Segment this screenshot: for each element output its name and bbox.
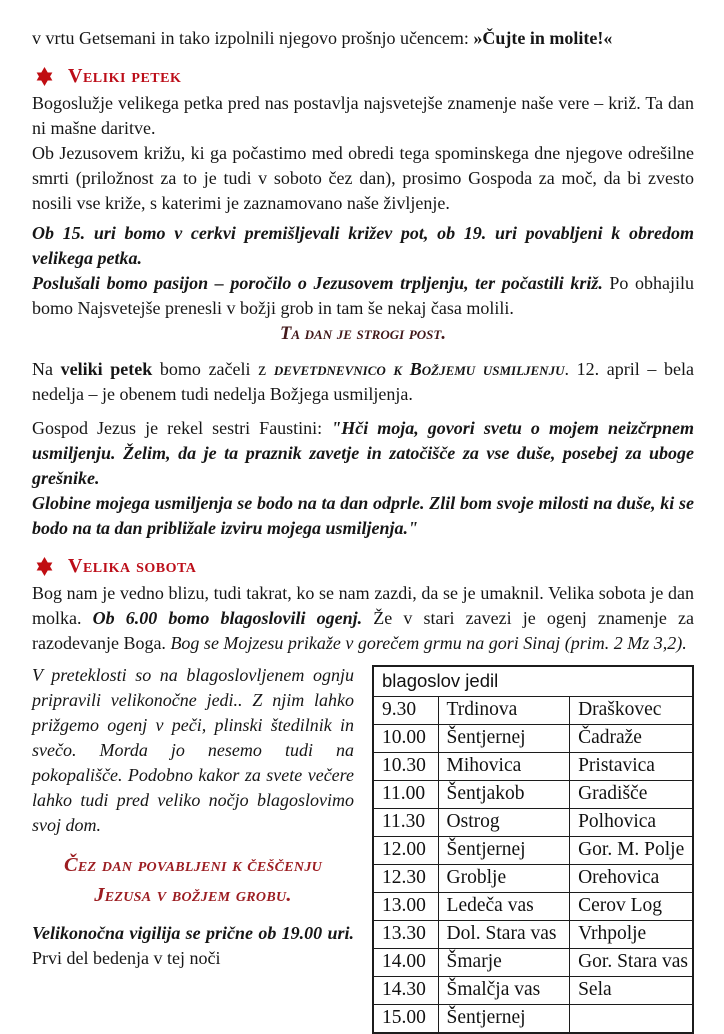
table-row xyxy=(373,837,693,865)
intro-line xyxy=(32,26,694,51)
table-cell: 15.00 xyxy=(373,1005,438,1034)
table-cell: Mihovica xyxy=(438,753,570,781)
table-cell: Trdinova xyxy=(438,697,570,725)
table-cell: 11.30 xyxy=(373,809,438,837)
text-segment: Gospod Jezus je rekel sestri Faustini: xyxy=(32,418,332,438)
table-cell: 11.00 xyxy=(373,781,438,809)
table-cell: Šentjakob xyxy=(438,781,570,809)
table-cell: 13.30 xyxy=(373,921,438,949)
section-title: Veliki petek xyxy=(68,65,182,87)
table-cell: Cerov Log xyxy=(570,893,693,921)
table-header-cell: blagoslov jedil xyxy=(373,666,693,697)
paragraph xyxy=(32,271,694,321)
table-cell: Dol. Stara vas xyxy=(438,921,570,949)
text-segment: Bog nam je vedno blizu, tudi takrat, ko se nam zazdi, da se je umaknil. Velika sobota je dan molka. xyxy=(32,583,694,628)
text-segment: . 12. april – bela nedelja – je obenem tudi nedelja Božjega usmiljenja. xyxy=(32,359,695,404)
table-cell: Gor. M. Polje xyxy=(570,837,693,865)
table-cell: Pristavica xyxy=(570,753,693,781)
text-segment: Velikonočna vigilija se prične ob 19.00 uri. xyxy=(32,923,354,943)
table-cell: 9.30 xyxy=(373,697,438,725)
text-segment: veliki petek xyxy=(60,359,153,379)
table-cell: Gor. Stara vas xyxy=(570,949,693,977)
paragraph xyxy=(32,416,694,491)
six-pointed-star-icon xyxy=(34,556,55,577)
text-segment: V preteklosti so na blagoslovljenem ognju pripravili velikonočne jedi.. Z njim lahko prižgemo ogenj v peči, plinski štedilnik in svečo. Morda jo nesemo tudi na pokopališče. Podobno kakor za svete večere lahko tudi pred veliko nočjo blagoslovimo svoj dom. xyxy=(32,665,354,835)
table-cell xyxy=(570,1005,693,1034)
text-segment: Ob Jezusovem križu, ki ga počastimo med obredi tega spominskega dne njegove odrešilne smrti (priložnost za to je tudi v soboto čez dan), prosimo Gospoda za moč, da bi zvesto nosili vse križe, s katerimi je zaznamovano naše življenje. xyxy=(32,143,694,213)
table-cell: Šentjernej xyxy=(438,1005,570,1034)
adoration-invite-text xyxy=(46,850,340,910)
table-cell: Gradišče xyxy=(570,781,693,809)
table-cell: 14.00 xyxy=(373,949,438,977)
text-segment: Bogoslužje velikega petka pred nas postavlja najsvetejše znamenje naše vere – križ. Ta dan ni mašne daritve. xyxy=(32,93,694,138)
table-row xyxy=(373,781,693,809)
paragraph xyxy=(32,91,694,141)
text-segment: v vrtu Getsemani in tako izpolnili njegovo prošnjo učencem: xyxy=(32,28,474,48)
text-segment: Poslušali bomo pasijon – poročilo o Jezusovem trpljenju, ter počastili križ. xyxy=(32,273,603,293)
paragraph xyxy=(32,221,694,271)
paragraph xyxy=(32,581,694,656)
table-row xyxy=(373,865,693,893)
left-column xyxy=(32,663,354,1034)
paragraph xyxy=(32,357,694,407)
text-segment: Ta dan je strogi post. xyxy=(280,324,446,344)
six-pointed-star-icon xyxy=(34,66,55,87)
table-cell: Vrhpolje xyxy=(570,921,693,949)
text-segment: Ob 15. uri bomo v cerkvi premišljevali križev pot, ob 19. uri povabljeni k obredom velikega petka. xyxy=(32,223,694,268)
right-column xyxy=(372,663,694,1034)
table-cell: Sela xyxy=(570,977,693,1005)
table-row xyxy=(373,893,693,921)
section-heading-veliki-petek xyxy=(32,64,694,88)
table-cell: Ostrog xyxy=(438,809,570,837)
table-row xyxy=(373,921,693,949)
table-cell: Groblje xyxy=(438,865,570,893)
paragraph xyxy=(32,491,694,541)
table-cell: Šmarje xyxy=(438,949,570,977)
table-row xyxy=(373,697,693,725)
table-cell: 14.30 xyxy=(373,977,438,1005)
text-segment: Na xyxy=(32,359,61,379)
table-cell: 10.30 xyxy=(373,753,438,781)
table-row xyxy=(373,977,693,1005)
text-segment: »Čujte in molite!« xyxy=(473,28,613,48)
text-segment: bomo začeli z xyxy=(152,359,274,379)
table-header-row xyxy=(373,666,693,697)
table-cell: Draškovec xyxy=(570,697,693,725)
table-row xyxy=(373,725,693,753)
text-segment: Ob 6.00 bomo blagoslovili ogenj. xyxy=(92,608,363,628)
table-cell: Šentjernej xyxy=(438,725,570,753)
text-segment: Čez dan povabljeni k češčenju Jezusa v božjem grobu. xyxy=(63,854,323,906)
text-segment: Prvi del bedenja v tej noči xyxy=(32,948,221,968)
table-row xyxy=(373,753,693,781)
table-row xyxy=(373,809,693,837)
table-row xyxy=(373,949,693,977)
table-cell: Šmalčja vas xyxy=(438,977,570,1005)
text-segment: Bog se Mojzesu prikaže v gorečem grmu na gori Sinaj (prim. 2 Mz 3,2). xyxy=(170,633,687,653)
table-cell: 10.00 xyxy=(373,725,438,753)
paragraph xyxy=(32,141,694,216)
table-row xyxy=(373,1005,693,1034)
table-cell: Čadraže xyxy=(570,725,693,753)
text-segment: "Hči moja, govori svetu o mojem neizčrpnem usmiljenju. Želim, da je ta praznik zavetje in zatočišče za vse duše, posebej za uboge grešnike. xyxy=(32,418,694,488)
table-cell: 12.00 xyxy=(373,837,438,865)
paragraph xyxy=(32,921,354,971)
table-cell: Šentjernej xyxy=(438,837,570,865)
section-heading-velika-sobota xyxy=(32,554,694,578)
table-cell: Orehovica xyxy=(570,865,693,893)
blessing-schedule-table xyxy=(372,665,694,1034)
text-segment: Že v stari zavezi je ogenj znamenje za razodevanje Boga. xyxy=(32,608,695,653)
table-cell: 12.30 xyxy=(373,865,438,893)
section-title: Velika sobota xyxy=(68,555,197,577)
two-column-section xyxy=(32,663,694,1034)
text-segment: devetdnevnico k Božjemu usmiljenju xyxy=(273,359,565,379)
paragraph xyxy=(32,663,354,838)
table-cell: 13.00 xyxy=(373,893,438,921)
text-segment: Globine mojega usmiljenja se bodo na ta dan odprle. Zlil bom svoje milosti na duše, ki se bodo na ta dan približale izviru mojega usmiljenja." xyxy=(32,493,694,538)
fast-day-line xyxy=(32,322,694,347)
text-segment: Po obhajilu bomo Najsvetejše prenesli v božji grob in tam še nekaj časa molili. xyxy=(32,273,694,318)
table-cell: Ledeča vas xyxy=(438,893,570,921)
table-cell: Polhovica xyxy=(570,809,693,837)
